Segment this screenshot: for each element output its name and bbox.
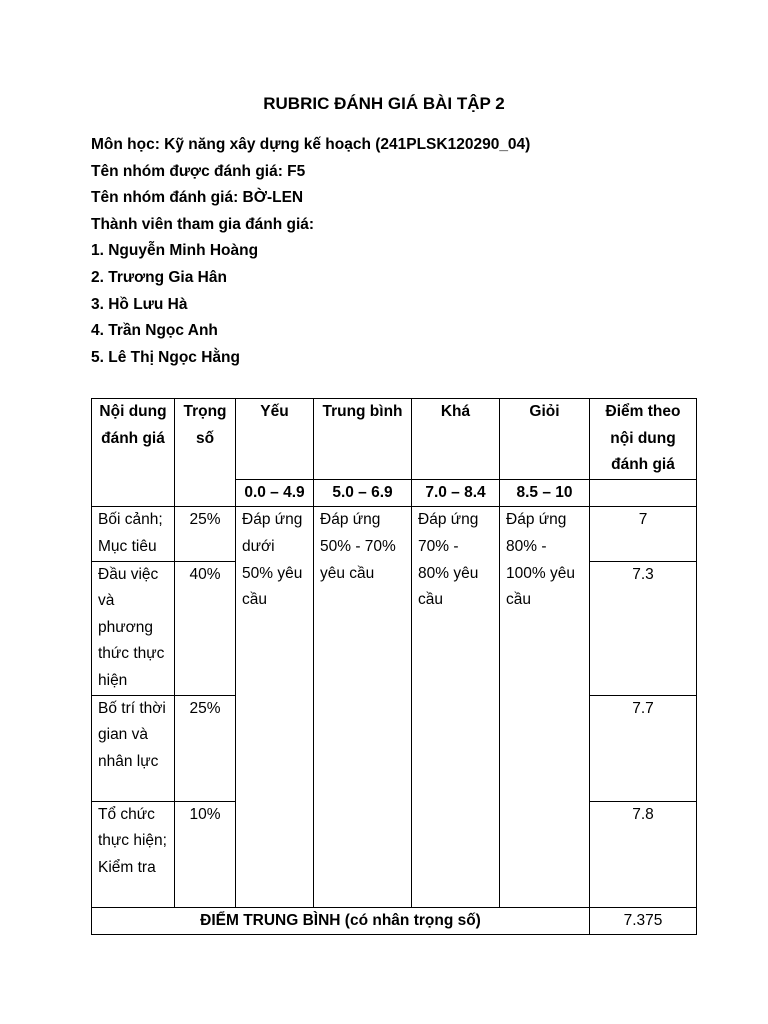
- rubric-table: [91, 398, 697, 935]
- header-content: Nội dung đánh giá: [92, 399, 175, 507]
- range-excellent: 8.5 – 10: [500, 479, 590, 507]
- member-1: 1. Nguyễn Minh Hoàng: [91, 242, 259, 260]
- row-content: Bố trí thời gian và nhân lực: [92, 695, 175, 801]
- member-2: 2. Trương Gia Hân: [91, 268, 227, 286]
- row-weight: 25%: [175, 507, 236, 561]
- row-weight: 25%: [175, 695, 236, 801]
- desc-good: Đáp ứng 70% - 80% yêu cầu: [412, 507, 500, 907]
- course-line: Môn học: Kỹ năng xây dựng kế hoạch (241PLSK120290_04): [91, 136, 531, 153]
- member-5: 5. Lê Thị Ngọc Hằng: [91, 348, 240, 366]
- range-good: 7.0 – 8.4: [412, 479, 500, 507]
- row-weight: 10%: [175, 801, 236, 907]
- desc-weak: Đáp ứng dưới 50% yêu cầu: [236, 507, 314, 907]
- row-content: Bối cảnh; Mục tiêu: [92, 507, 175, 561]
- total-label: ĐIỂM TRUNG BÌNH (có nhân trọng số): [92, 907, 590, 935]
- row-weight: 40%: [175, 561, 236, 695]
- document-info: [91, 132, 530, 371]
- document-title: RUBRIC ĐÁNH GIÁ BÀI TẬP 2: [263, 94, 505, 113]
- row-score: 7.7: [590, 695, 697, 801]
- range-empty: [590, 479, 697, 507]
- member-4: 4. Trần Ngọc Anh: [91, 322, 218, 340]
- evaluated-group-line: Tên nhóm được đánh giá: F5: [91, 162, 306, 180]
- members-heading: Thành viên tham gia đánh giá:: [91, 215, 315, 233]
- header-weak: Yếu: [236, 399, 314, 480]
- desc-average: Đáp ứng 50% - 70% yêu cầu: [314, 507, 412, 907]
- header-average: Trung bình: [314, 399, 412, 480]
- total-row: [92, 907, 697, 935]
- table-row: [92, 507, 697, 561]
- row-score: 7: [590, 507, 697, 561]
- member-3: 3. Hồ Lưu Hà: [91, 295, 188, 313]
- total-score: 7.375: [590, 907, 697, 935]
- row-score: 7.8: [590, 801, 697, 907]
- desc-excellent: Đáp ứng 80% - 100% yêu cầu: [500, 507, 590, 907]
- range-weak: 0.0 – 4.9: [236, 479, 314, 507]
- range-average: 5.0 – 6.9: [314, 479, 412, 507]
- evaluating-group-line: Tên nhóm đánh giá: BỜ-LEN: [91, 189, 304, 207]
- row-content: Tổ chức thực hiện; Kiểm tra: [92, 801, 175, 907]
- header-good: Khá: [412, 399, 500, 480]
- header-row: [92, 399, 697, 480]
- row-score: 7.3: [590, 561, 697, 695]
- header-excellent: Giỏi: [500, 399, 590, 480]
- header-score: Điểm theo nội dung đánh giá: [590, 399, 697, 480]
- row-content: Đầu việc và phương thức thực hiện: [92, 561, 175, 695]
- header-weight: Trọng số: [175, 399, 236, 507]
